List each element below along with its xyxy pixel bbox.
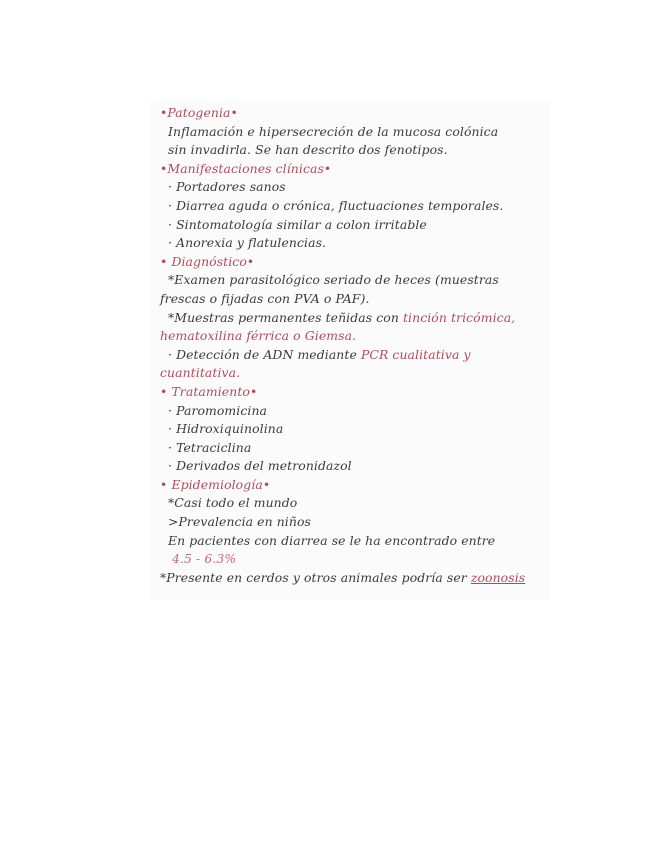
diagnostico-item-2a — [160, 309, 550, 328]
diagnostico-item-3b: cuantitativa. — [160, 365, 241, 381]
diagnostico-item-3a — [160, 346, 550, 365]
handwritten-notes — [160, 104, 550, 587]
heading-epidemiologia: • Epidemiología• — [160, 476, 271, 492]
diagnostico-item-1a: *Examen parasitológico seriado de heces (muestras — [168, 272, 499, 288]
epidemiologia-item-2: >Prevalencia en niños — [168, 514, 311, 530]
heading-tratamiento: • Tratamiento• — [160, 383, 258, 399]
tratamiento-item: · Tetraciclina — [168, 439, 252, 455]
manifestacion-item: · Portadores sanos — [168, 179, 286, 195]
epidemiologia-item-4 — [160, 569, 550, 588]
tincion-highlight: tinción tricómica, — [402, 309, 516, 325]
tratamiento-item: · Hidroxiquinolina — [168, 421, 284, 437]
tratamiento-item: · Paromomicina — [168, 402, 268, 418]
diagnostico-item-2b: hematoxilina férrica o Giemsa. — [160, 328, 357, 344]
manifestacion-item: · Sintomatología similar a colon irritable — [168, 216, 427, 232]
epidemiologia-item-4-text: *Presente en cerdos y otros animales podría ser — [160, 569, 471, 585]
heading-manifestaciones: •Manifestaciones clínicas• — [160, 160, 332, 176]
zoonosis-highlight: zoonosis — [470, 569, 526, 585]
prevalence-value: 4.5 - 6.3% — [172, 551, 237, 567]
heading-patogenia: •Patogenia• — [160, 105, 238, 120]
pcr-highlight: PCR cualitativa y — [360, 346, 471, 362]
diagnostico-item-3a-text: · Detección de ADN mediante — [168, 346, 361, 362]
manifestacion-item: · Diarrea aguda o crónica, fluctuaciones temporales. — [168, 197, 504, 213]
diagnostico-item-1b: frescas o fijadas con PVA o PAF). — [160, 290, 370, 306]
diagnostico-item-2a-text: *Muestras permanentes teñidas con — [168, 309, 403, 325]
manifestacion-item: · Anorexia y flatulencias. — [168, 235, 327, 251]
patogenia-line-2: sin invadirla. Se han descrito dos fenotipos. — [168, 142, 448, 158]
epidemiologia-item-3: En pacientes con diarrea se le ha encontrado entre — [168, 532, 496, 548]
heading-diagnostico: • Diagnóstico• — [160, 253, 255, 269]
tratamiento-item: · Derivados del metronidazol — [168, 458, 352, 474]
epidemiologia-item-1: *Casi todo el mundo — [168, 495, 298, 511]
patogenia-line-1: Inflamación e hipersecreción de la mucosa colónica — [168, 123, 499, 139]
